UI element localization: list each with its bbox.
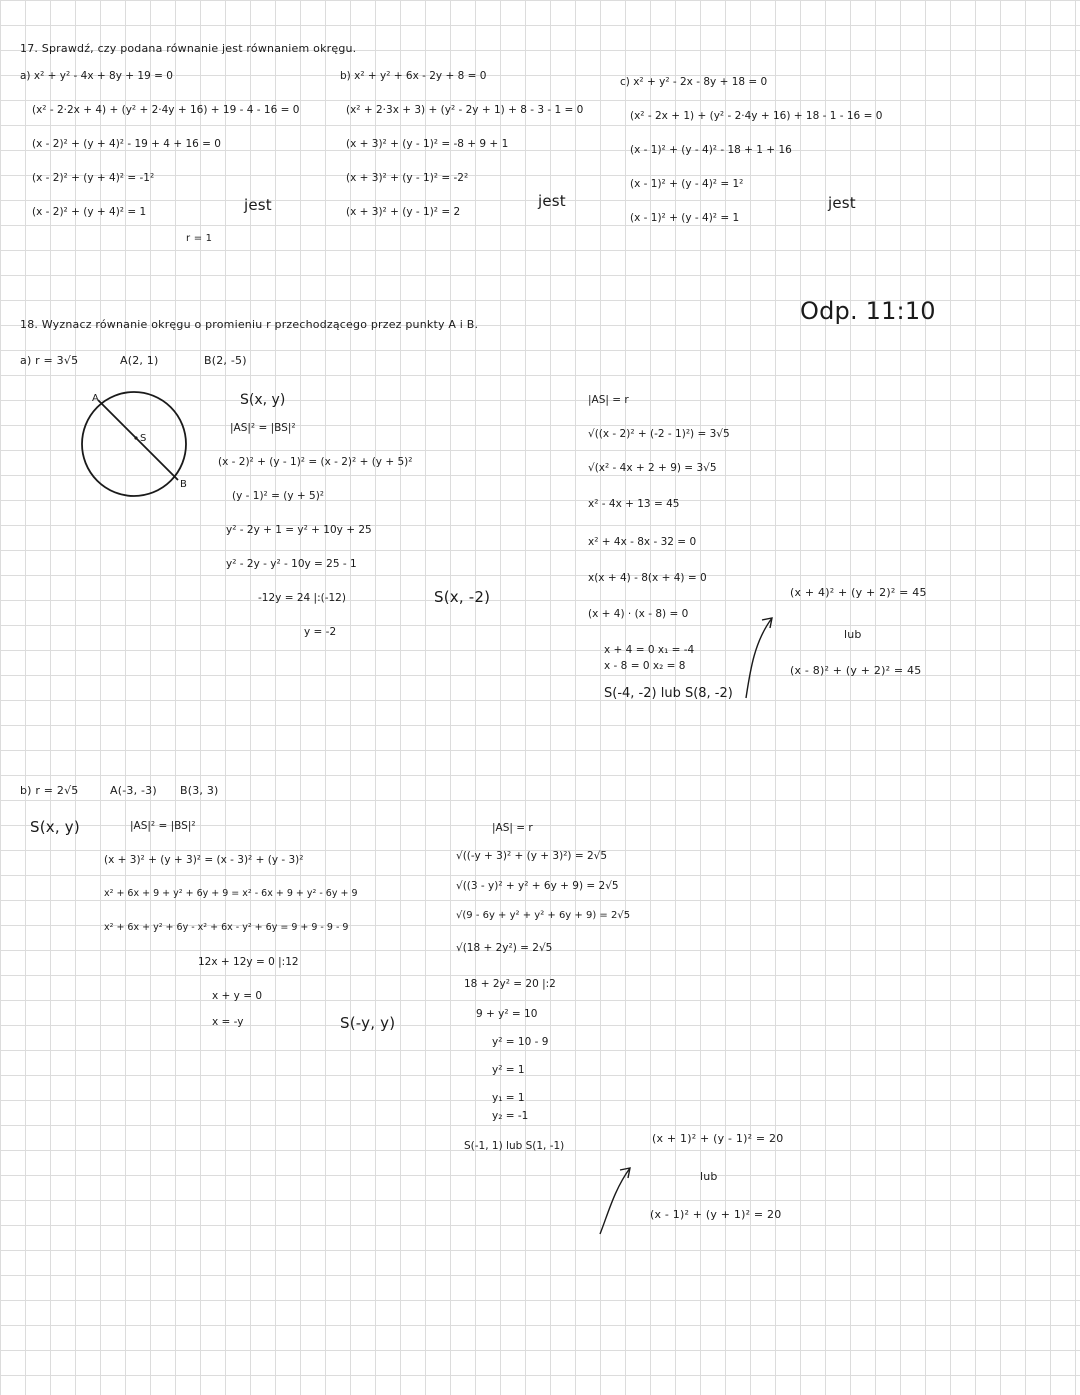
step-line: (x - 2)² + (y + 4)² = -1² [32, 172, 155, 184]
final-eq-b1: (x + 1)² + (y - 1)² = 20 [652, 1132, 784, 1145]
step-line: x - 8 = 0 x₂ = 8 [604, 660, 686, 672]
arrow-a [740, 612, 780, 702]
step-line: y = -2 [304, 626, 337, 638]
radius-note: r = 1 [186, 233, 213, 244]
result-17b: jest [538, 192, 566, 210]
step-line: (x - 1)² + (y - 4)² - 18 + 1 + 16 [630, 144, 792, 156]
center-result-b: S(-y, y) [340, 1014, 396, 1032]
step-line: √((3 - y)² + y² + 6y + 9) = 2√5 [456, 880, 619, 892]
final-eq-b2: (x - 1)² + (y + 1)² = 20 [650, 1208, 782, 1221]
step-line: x² + 6x + 9 + y² + 6y + 9 = x² - 6x + 9 + y² - 6y + 9 [104, 888, 358, 899]
step-line: (x - 2)² + (y - 1)² = (x - 2)² + (y + 5)² [218, 456, 413, 468]
point-b: B(3, 3) [180, 784, 219, 797]
step-line: x(x + 4) - 8(x + 4) = 0 [588, 572, 707, 584]
step-line: (y - 1)² = (y + 5)² [232, 490, 325, 502]
diameter-line [98, 400, 178, 480]
step-line: (x - 2)² + (y + 4)² = 1 [32, 206, 147, 218]
step-line: (x - 1)² + (y - 4)² = 1 [630, 212, 740, 224]
step-line: x² + 4x - 8x - 32 = 0 [588, 536, 697, 548]
step-line: x + 4 = 0 x₁ = -4 [604, 644, 695, 656]
step-line: y² = 10 - 9 [492, 1036, 549, 1048]
center-dot [134, 436, 137, 439]
step-line: (x - 2)² + (y + 4)² - 19 + 4 + 16 = 0 [32, 138, 221, 150]
problem-17-title: 17. Sprawdź, czy podana równanie jest równaniem okręgu. [20, 42, 357, 55]
step-line: x = -y [212, 1016, 244, 1028]
step-line: x² - 4x + 13 = 45 [588, 498, 680, 510]
step-line: y₁ = 1 [492, 1092, 525, 1104]
point-b: B(2, -5) [204, 354, 247, 367]
step-line: (x² + 2·3x + 3) + (y² - 2y + 1) + 8 - 3 - 1 = 0 [346, 104, 584, 116]
center-label-b: S(x, y) [30, 818, 80, 836]
part-a-middle [218, 392, 412, 656]
figure-label-s: S [140, 433, 147, 444]
step-line: x² + 6x + y² + 6y - x² + 6x - y² + 6y = 9 + 9 - 9 - 9 [104, 922, 349, 933]
step-line: 9 + y² = 10 [476, 1008, 538, 1020]
step-line: 18 + 2y² = 20 |:2 [464, 978, 556, 990]
problem-18-title: 18. Wyznacz równanie okręgu o promieniu r przechodzącego przez punkty A i B. [20, 318, 479, 331]
step-line: (x + 3)² + (y - 1)² = -8 + 9 + 1 [346, 138, 509, 150]
step-line: y² - 2y + 1 = y² + 10y + 25 [226, 524, 372, 536]
step-line: a) x² + y² - 4x + 8y + 19 = 0 [20, 70, 173, 82]
step-line: √(18 + 2y²) = 2√5 [456, 942, 553, 954]
step-line: S(-1, 1) lub S(1, -1) [464, 1140, 565, 1152]
result-17c: jest [828, 194, 856, 212]
step-line: √((-y + 3)² + (y + 3)²) = 2√5 [456, 850, 608, 862]
point-a: A(-3, -3) [110, 784, 157, 797]
step-line: (x² - 2x + 1) + (y² - 2·4y + 16) + 18 - 1 - 16 = 0 [630, 110, 883, 122]
step-line: x + y = 0 [212, 990, 263, 1002]
step-line: b) x² + y² + 6x - 2y + 8 = 0 [340, 70, 487, 82]
final-eq-a1: (x + 4)² + (y + 2)² = 45 [790, 586, 927, 599]
step-line: y₂ = -1 [492, 1110, 529, 1122]
step-line: |AS|² = |BS|² [130, 820, 196, 832]
step-line: -12y = 24 |:(-12) [258, 592, 346, 604]
final-eq-a2: (x - 8)² + (y + 2)² = 45 [790, 664, 922, 677]
part-b-middle [104, 820, 358, 1042]
circle-outline [82, 392, 186, 496]
figure-label-b: B [180, 479, 188, 490]
step-line: |AS|² = |BS|² [230, 422, 296, 434]
or-label: lub [844, 628, 862, 641]
center-result-a: S(x, -2) [434, 588, 491, 606]
result-17a: jest [244, 196, 272, 214]
step-line: y² - 2y - y² - 10y = 25 - 1 [226, 558, 357, 570]
part-a-radius: a) r = 3√5 [20, 354, 79, 367]
part-b-radius: b) r = 2√5 [20, 784, 79, 797]
step-line: √((x - 2)² + (-2 - 1)²) = 3√5 [588, 428, 730, 440]
figure-label-a: A [92, 393, 100, 404]
step-line: (x + 3)² + (y + 3)² = (x - 3)² + (y - 3)² [104, 854, 304, 866]
step-line: |AS| = r [492, 822, 533, 834]
or-label: lub [700, 1170, 718, 1183]
problem-17b [340, 70, 583, 240]
part-b-right [456, 822, 630, 1160]
step-line: (x + 4) · (x - 8) = 0 [588, 608, 689, 620]
step-line: |AS| = r [588, 394, 629, 406]
part-a-right [588, 394, 733, 706]
problem-17c [620, 76, 882, 246]
answer-note: Odp. 11:10 [800, 297, 936, 325]
step-line: y² = 1 [492, 1064, 525, 1076]
step-line: √(9 - 6y + y² + y² + 6y + 9) = 2√5 [456, 910, 631, 921]
step-line: (x + 3)² + (y - 1)² = -2² [346, 172, 469, 184]
step-line: (x - 1)² + (y - 4)² = 1² [630, 178, 744, 190]
point-a: A(2, 1) [120, 354, 159, 367]
arrow-b [596, 1160, 636, 1240]
step-line: c) x² + y² - 2x - 8y + 18 = 0 [620, 76, 768, 88]
problem-17a [20, 70, 299, 240]
step-line: (x + 3)² + (y - 1)² = 2 [346, 206, 461, 218]
step-line: 12x + 12y = 0 |:12 [198, 956, 299, 968]
step-line: √(x² - 4x + 2 + 9) = 3√5 [588, 462, 717, 474]
step-line: S(-4, -2) lub S(8, -2) [604, 686, 733, 701]
step-line: S(x, y) [240, 392, 286, 408]
step-line: (x² - 2·2x + 4) + (y² + 2·4y + 16) + 19 - 4 - 16 = 0 [32, 104, 300, 116]
